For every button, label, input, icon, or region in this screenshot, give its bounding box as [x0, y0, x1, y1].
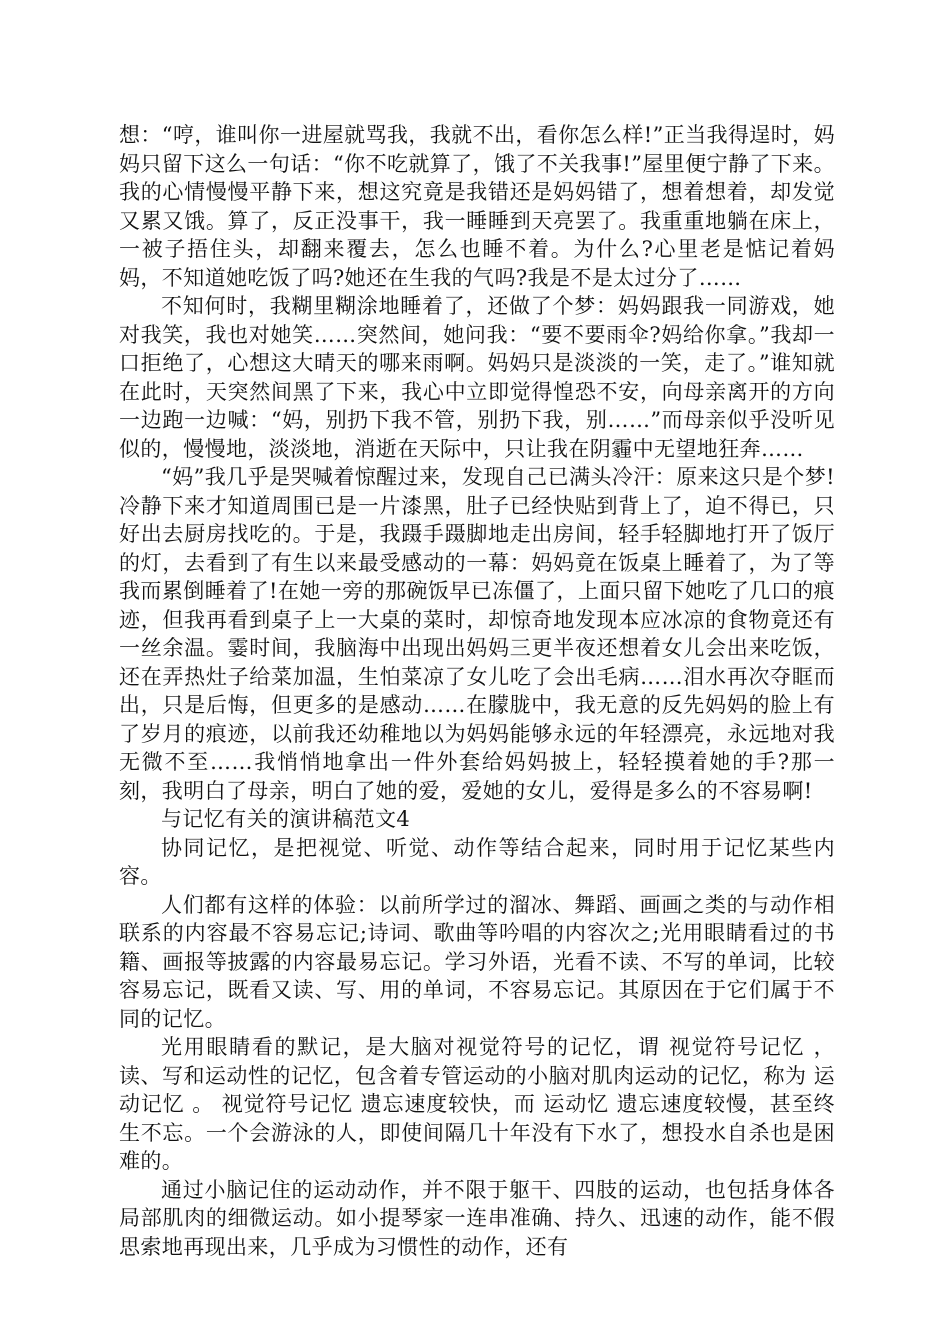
paragraph-visual-memory: 光用眼睛看的默记，是大脑对视觉符号的记忆，谓 视觉符号记忆 ，读、写和运动性的记忆，包含着专管运动的小脑对肌肉运动的记忆，称为 运动记忆 。 视觉符号记忆 遗忘速度较快，而 运动忆 遗忘速度较慢，甚至终生不忘。一个会游泳的人，即使间隔几十年没有下水了，想投水自杀也是困难的。: [119, 1035, 835, 1173]
paragraph-motor-memory: 通过小脑记住的运动动作，并不限于躯干、四肢的运动，也包括身体各局部肌肉的细微运动。如小提琴家一连串准确、持久、迅速的动作，能不假思索地再现出来，几乎成为习惯性的动作，还有: [119, 1177, 835, 1259]
paragraph-continuation: 想：“哼，谁叫你一进屋就骂我，我就不出，看你怎么样!”正当我得逞时，妈妈只留下这么一句话：“你不吃就算了，饿了不关我事!”屋里便宁静了下来。我的心情慢慢平静下来，想这究竟是我错还是妈妈错了，想着想着，却发觉又累又饿。算了，反正没事干，我一睡睡到天亮罢了。我重重地躺在床上，一被子捂住头，却翻来覆去，怎么也睡不着。为什么?心里老是惦记着妈妈，不知道她吃饭了吗?她还在生我的气吗?我是不是太过分了……: [119, 123, 835, 290]
paragraph-dream: 不知何时，我糊里糊涂地睡着了，还做了个梦：妈妈跟我一同游戏，她对我笑，我也对她笑……突然间，她问我：“要不要雨伞?妈给你拿。”我却一口拒绝了，心想这大晴天的哪来雨啊。妈妈只是淡淡的一笑，走了。”谁知就在此时，天突然间黑了下来，我心中立即觉得惶恐不安，向母亲离开的方向一边跑一边喊：“妈，别扔下我不管，别扔下我，别……”而母亲似乎没听见似的，慢慢地，淡淡地，消逝在天际中，只让我在阴霾中无望地狂奔……: [119, 294, 835, 461]
paragraph-awakening: “妈”我几乎是哭喊着惊醒过来，发现自己已满头冷汗：原来这只是个梦!冷静下来才知道周围已是一片漆黑，肚子已经快贴到背上了，迫不得已，只好出去厨房找吃的。于是，我蹑手蹑脚地走出房间，轻手轻脚地打开了饭厅的灯，去看到了有生以来最受感动的一幕：妈妈竟在饭桌上睡着了，为了等我而累倒睡着了!在她一旁的那碗饭早已冻僵了，上面只留下她吃了几口的痕迹，但我再看到桌子上一大桌的菜时，却惊奇地发现本应冰凉的食物竟还有一丝余温。霎时间，我脑海中出现出妈妈三更半夜还想着女儿会出来吃饭，还在弄热灶子给菜加温，生怕菜凉了女儿吃了会出毛病……泪水再次夺眶而出，只是后悔，但更多的是感动……在朦胧中，我无意的反先妈妈的脸上有了岁月的痕迹，以前我还幼稚地以为妈妈能够永远的年轻漂亮，永远地对我无微不至……我悄悄地拿出一件外套给妈妈披上，轻轻摸着她的手?那一刻，我明白了母亲，明白了她的爱，爱她的女儿，爱得是多么的不容易啊!: [119, 465, 835, 803]
document-page: [119, 121, 835, 1261]
paragraph-experience: 人们都有这样的体验：以前所学过的溜冰、舞蹈、画画之类的与动作相联系的内容最不容易忘记;诗词、歌曲等吟唱的内容次之;光用眼睛看过的书籍、画报等披露的内容最易忘记。学习外语，光看不读、不写的单词，比较容易忘记，既看又读、写、用的单词，不容易忘记。其原因在于它们属于不同的记忆。: [119, 892, 835, 1031]
paragraph-collaborative-memory: 协同记忆，是把视觉、听觉、动作等结合起来，同时用于记忆某些内容。: [119, 835, 835, 888]
section-heading: 与记忆有关的演讲稿范文4: [161, 807, 411, 831]
